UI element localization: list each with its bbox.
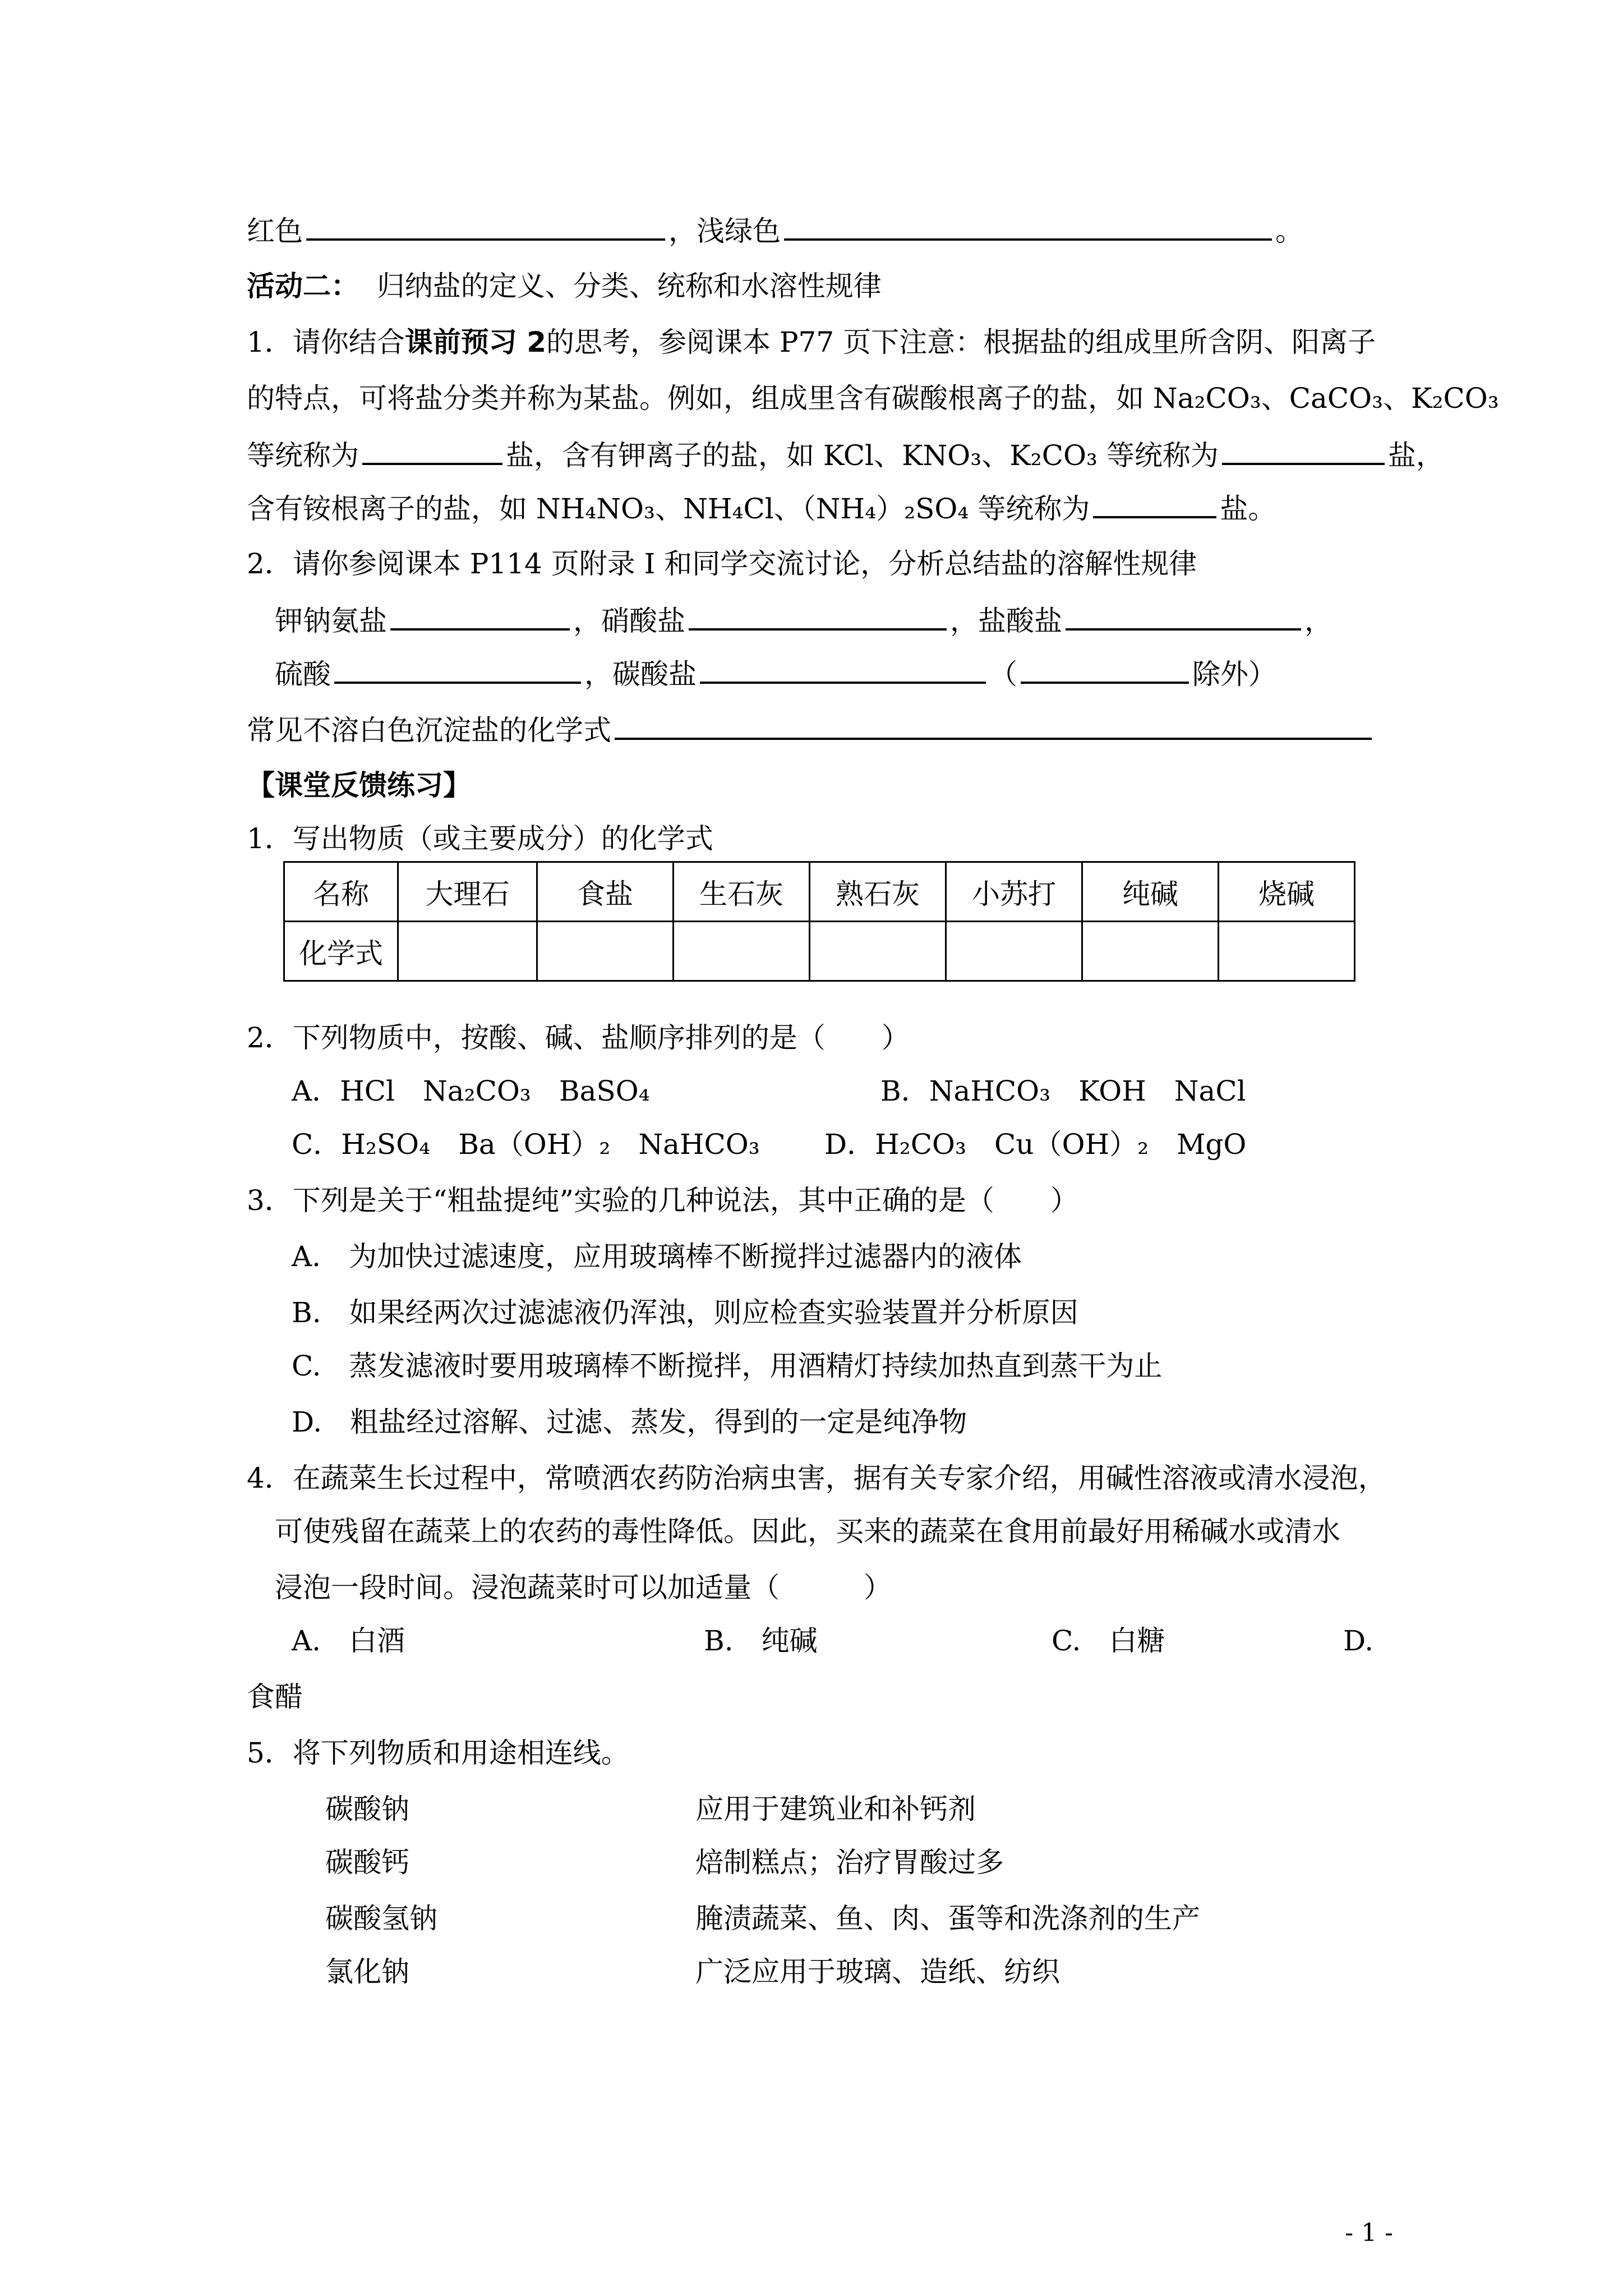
ex5-use[interactable]: 焙制糕点；治疗胃酸过多 bbox=[695, 1846, 1004, 1879]
q2-label: （ bbox=[989, 658, 1017, 691]
table-header: 熟石灰 bbox=[810, 862, 946, 922]
q2-label: 钾钠氨盐 bbox=[275, 605, 387, 637]
q2-label: ， bbox=[1304, 605, 1332, 637]
ex5-substance[interactable]: 碳酸氢钠 bbox=[325, 1902, 437, 1935]
q2-row3 bbox=[247, 710, 1375, 750]
q1-text: 等统称为 bbox=[247, 439, 359, 472]
ex1-stem: 1．写出物质（或主要成分）的化学式 bbox=[247, 822, 713, 855]
ex5-use[interactable]: 腌渍蔬菜、鱼、肉、蛋等和洗涤剂的生产 bbox=[695, 1902, 1200, 1935]
color-line bbox=[247, 210, 1303, 251]
q1-text: 盐，含有钾离子的盐，如 KCl、KNO₃、K₂CO₃ 等统称为 bbox=[506, 439, 1219, 472]
table-header: 大理石 bbox=[398, 862, 537, 922]
ex2-option-c[interactable]: C．H₂SO₄ Ba（OH）₂ NaHCO₃ bbox=[292, 1128, 760, 1161]
ex2-option-b[interactable]: B．NaHCO₃ KOH NaCl bbox=[880, 1075, 1246, 1107]
q1-bold-ref: 课前预习 2 bbox=[404, 326, 547, 358]
ex4-option-c[interactable]: C. 白糖 bbox=[1052, 1625, 1165, 1657]
q1-text: 盐， bbox=[1387, 439, 1444, 472]
light-green-label: ，浅绿色 bbox=[668, 215, 781, 247]
q1-text: 盐。 bbox=[1220, 493, 1276, 525]
blank-potassium[interactable] bbox=[1222, 435, 1385, 465]
q1-line4 bbox=[247, 488, 1276, 528]
feedback-title: 【课堂反馈练习】 bbox=[247, 769, 471, 802]
q1-line2: 的特点，可将盐分类并称为某盐。例如，组成里含有碳酸根离子的盐，如 Na₂CO₃、CaCO₃、K₂CO₃ bbox=[247, 382, 1499, 415]
ex5-substance[interactable]: 氯化钠 bbox=[325, 1955, 409, 1988]
table-row-label: 化学式 bbox=[284, 922, 398, 981]
q2-row1 bbox=[275, 600, 1332, 641]
ex4-option-b[interactable]: B. 纯碱 bbox=[704, 1625, 818, 1657]
answer-cell[interactable] bbox=[1219, 922, 1355, 981]
answer-cell[interactable] bbox=[946, 922, 1082, 981]
ex2-option-d[interactable]: D．H₂CO₃ Cu（OH）₂ MgO bbox=[824, 1128, 1247, 1161]
ex5-substance[interactable]: 碳酸钙 bbox=[325, 1846, 409, 1879]
ex5-use[interactable]: 应用于建筑业和补钙剂 bbox=[695, 1793, 976, 1825]
ex3-option-d[interactable]: D. 粗盐经过溶解、过滤、蒸发，得到的一定是纯净物 bbox=[292, 1406, 967, 1438]
ex4-line3: 浸泡一段时间。浸泡蔬菜时可以加适量（ ） bbox=[275, 1571, 892, 1604]
blank-ammonium[interactable] bbox=[1093, 488, 1216, 518]
ex4-line1: 4．在蔬菜生长过程中，常喷洒农药防治病虫害，据有关专家介绍，用碱性溶液或清水浸泡， bbox=[247, 1462, 1386, 1494]
red-label: 红色 bbox=[247, 215, 303, 247]
q1-text: 1．请你结合 bbox=[247, 326, 405, 358]
activity2-label: 活动二： bbox=[247, 270, 359, 302]
blank-precipitate[interactable] bbox=[615, 710, 1372, 740]
q1-line1 bbox=[247, 323, 1376, 362]
answer-cell[interactable] bbox=[537, 922, 674, 981]
blank-chloride[interactable] bbox=[1066, 600, 1301, 631]
q2-label: 除外） bbox=[1192, 658, 1276, 691]
blank-carbonate-sol[interactable] bbox=[700, 654, 986, 684]
table-row bbox=[284, 922, 1355, 981]
q2-intro: 2．请你参阅课本 P114 页附录 I 和同学交流讨论，分析总结盐的溶解性规律 bbox=[247, 547, 1197, 580]
ex3-stem: 3．下列是关于“粗盐提纯”实验的几种说法，其中正确的是（ ） bbox=[247, 1184, 1078, 1217]
blank-sulfate[interactable] bbox=[334, 654, 581, 684]
q2-row2 bbox=[275, 654, 1276, 694]
table-header: 食盐 bbox=[537, 862, 674, 922]
q2-label: 常见不溶白色沉淀盐的化学式 bbox=[247, 714, 611, 747]
ex3-option-b[interactable]: B. 如果经两次过滤滤液仍浑浊，则应检查实验装置并分析原因 bbox=[292, 1296, 1078, 1329]
ex2-stem: 2．下列物质中，按酸、碱、盐顺序排列的是（ ） bbox=[247, 1022, 910, 1054]
ex4-option-a[interactable]: A. 白酒 bbox=[292, 1625, 405, 1657]
blank-except[interactable] bbox=[1021, 654, 1189, 684]
activity2-title: 归纳盐的定义、分类、统称和水溶性规律 bbox=[376, 270, 882, 302]
ex4-option-d[interactable]: D. bbox=[1343, 1625, 1374, 1657]
q1-text: 的思考，参阅课本 P77 页下注意：根据盐的组成里所含阴、阳离子 bbox=[546, 326, 1376, 358]
chem-formula-table bbox=[283, 861, 1355, 982]
answer-cell[interactable] bbox=[674, 922, 810, 981]
blank-nitrate[interactable] bbox=[689, 600, 947, 631]
ex4-line2: 可使残留在蔬菜上的农药的毒性降低。因此，买来的蔬菜在食用前最好用稀碱水或清水 bbox=[275, 1515, 1340, 1548]
blank-carbonate[interactable] bbox=[362, 435, 502, 465]
answer-cell[interactable] bbox=[398, 922, 537, 981]
blank-light-green[interactable] bbox=[784, 210, 1272, 241]
q1-line3 bbox=[247, 435, 1444, 475]
ex5-substance[interactable]: 碳酸钠 bbox=[325, 1793, 409, 1825]
q2-label: ，碳酸盐 bbox=[584, 658, 697, 691]
table-row bbox=[284, 862, 1355, 922]
table-header: 烧碱 bbox=[1219, 862, 1355, 922]
q2-label: ，盐酸盐 bbox=[950, 605, 1062, 637]
q2-label: ，硝酸盐 bbox=[573, 605, 685, 637]
ex3-option-a[interactable]: A. 为加快过滤速度，应用玻璃棒不断搅拌过滤器内的液体 bbox=[292, 1240, 1022, 1273]
page-number: - 1 - bbox=[1345, 2219, 1393, 2247]
ex4-option-d-text: 食醋 bbox=[247, 1681, 303, 1713]
table-header: 小苏打 bbox=[946, 862, 1082, 922]
table-header: 纯碱 bbox=[1082, 862, 1219, 922]
blank-k-na-nh4[interactable] bbox=[390, 600, 570, 631]
answer-cell[interactable] bbox=[1082, 922, 1219, 981]
q1-text: 含有铵根离子的盐，如 NH₄NO₃、NH₄Cl、（NH₄）₂SO₄ 等统称为 bbox=[247, 493, 1090, 525]
ex5-use[interactable]: 广泛应用于玻璃、造纸、纺织 bbox=[695, 1955, 1060, 1988]
table-header: 名称 bbox=[284, 862, 398, 922]
ex5-stem: 5．将下列物质和用途相连线。 bbox=[247, 1737, 629, 1769]
q2-label: 硫酸 bbox=[275, 658, 331, 691]
activity2-heading bbox=[247, 266, 882, 306]
answer-cell[interactable] bbox=[810, 922, 946, 981]
period: 。 bbox=[1275, 215, 1303, 247]
table-header: 生石灰 bbox=[674, 862, 810, 922]
blank-red[interactable] bbox=[306, 210, 665, 241]
ex2-option-a[interactable]: A．HCl Na₂CO₃ BaSO₄ bbox=[292, 1075, 650, 1107]
ex3-option-c[interactable]: C. 蒸发滤液时要用玻璃棒不断搅拌，用酒精灯持续加热直到蒸干为止 bbox=[292, 1350, 1163, 1382]
